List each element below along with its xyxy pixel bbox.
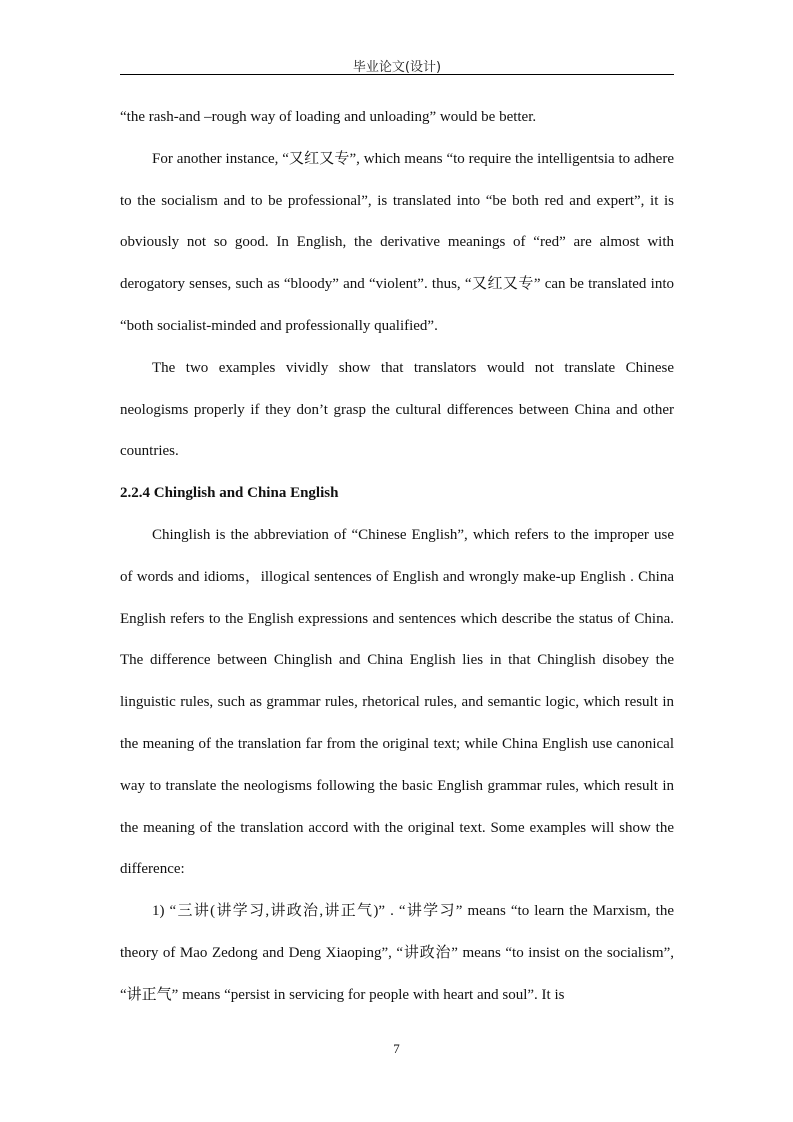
page-number: 7 (393, 1041, 400, 1056)
paragraph: “the rash-and –rough way of loading and unloading” would be better. (120, 109, 537, 125)
section-heading: 2.2.4 Chinglish and China English (120, 485, 339, 502)
paragraph: 1) “三讲(讲学习,讲政治,讲正气)” . “讲学习” means “to learn the Marxism, the theory of Mao Zedong and Deng Xiaoping”, “讲政治” means “to insist on the socialism”, “讲正气” means “persist in servicing for people with heart and soul”. It is (120, 903, 674, 1003)
paragraph: Chinglish is the abbreviation of “Chinese English”, which refers to the improper use of words and idioms，illogical sentences of English and wrongly make-up English . China English refers to the English expressions and sentences which describe the status of China. The difference between Chinglish and China English lies in that Chinglish disobey the linguistic rules, such as grammar rules, rhetorical rules, and semantic logic, which result in the meaning of the translation far from the original text; while China English use canonical way to translate the neologisms following the basic English grammar rules, which result in the meaning of the translation accord with the original text. Some examples will show the difference: (120, 526, 674, 878)
paragraph: For another instance, “又红又专”, which means “to require the intelligentsia to adhere to the socialism and to be professional”, is translated into “be both red and expert”, it is obviously not so good. In English, the derivative meanings of “red” are almost with derogatory senses, such as “bloody” and “violent”. thus, “又红又专” can be translated into “both socialist-minded and professionally qualified”. (120, 150, 674, 334)
page-body (120, 97, 674, 1017)
page-header: 毕业论文(设计) (352, 60, 442, 75)
header-divider (120, 74, 674, 75)
paragraph: The two examples vividly show that translators would not translate Chinese neologisms properly if they don’t grasp the cultural differences between China and other countries. (120, 359, 674, 460)
